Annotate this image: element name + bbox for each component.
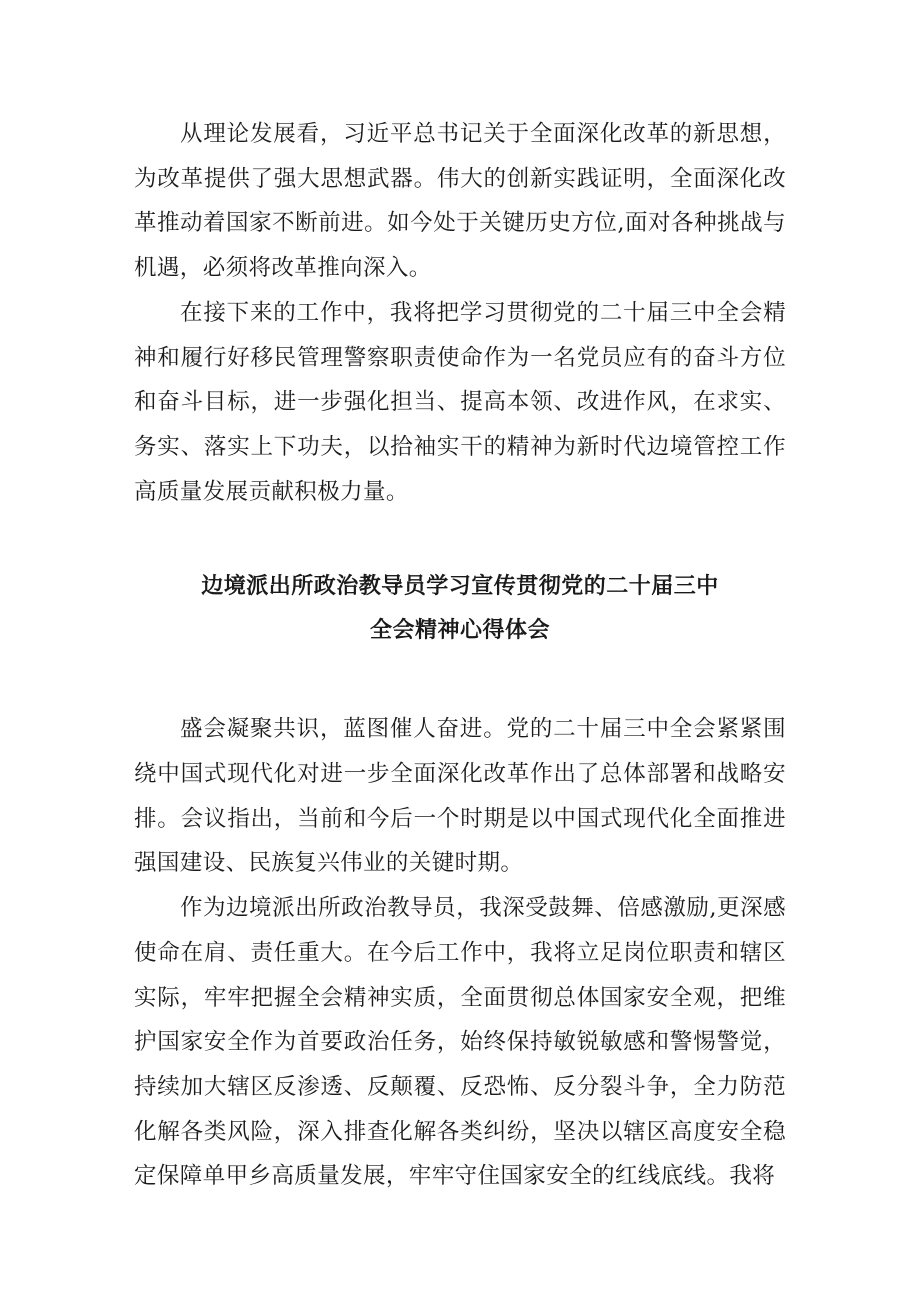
paragraph-consensus: 盛会凝聚共识，蓝图催人奋进。党的二十届三中全会紧紧围绕中国式现代化对进一步全面深化改革作出了总体部署和战略安排。会议指出，当前和今后一个时期是以中国式现代化全面推进强国建设、民族复兴伟业的关键时期。	[134, 716, 786, 877]
article-title-line-1: 边境派出所政治教导员学习宣传贯彻党的二十届三中	[201, 574, 719, 600]
paragraph-theory-development: 从理论发展看，习近平总书记关于全面深化改革的新思想，为改革提供了强大思想武器。伟大的创新实践证明，全面深化改革推动着国家不断前进。如今处于关键历史方位,面对各种挑战与机遇，必须将改革推向深入。	[134, 121, 786, 282]
paragraph-instructor-commitment: 作为边境派出所政治教导员，我深受鼓舞、倍感激励,更深感使命在肩、责任重大。在今后工作中，我将立足岗位职责和辖区实际，牢牢把握全会精神实质，全面贯彻总体国家安全观，把维护国家安全作为首要政治任务，始终保持敏锐敏感和警惕警觉，持续加大辖区反渗透、反颠覆、反恐怖、反分裂斗争，全力防范化解各类风险，深入排查化解各类纠纷，坚决以辖区高度安全稳定保障单甲乡高质量发展，牢牢守住国家安全的红线底线。我将	[134, 895, 786, 1190]
paragraph-next-work: 在接下来的工作中，我将把学习贯彻党的二十届三中全会精神和履行好移民管理警察职责使命作为一名党员应有的奋斗方位和奋斗目标，进一步强化担当、提高本领、改进作风，在求实、务实、落实上下功夫，以拾袖实干的精神为新时代边境管控工作高质量发展贡献积极力量。	[134, 299, 786, 505]
article-title-line-2: 全会精神心得体会	[369, 618, 550, 644]
document-body	[134, 112, 786, 1199]
article-title	[134, 565, 786, 653]
